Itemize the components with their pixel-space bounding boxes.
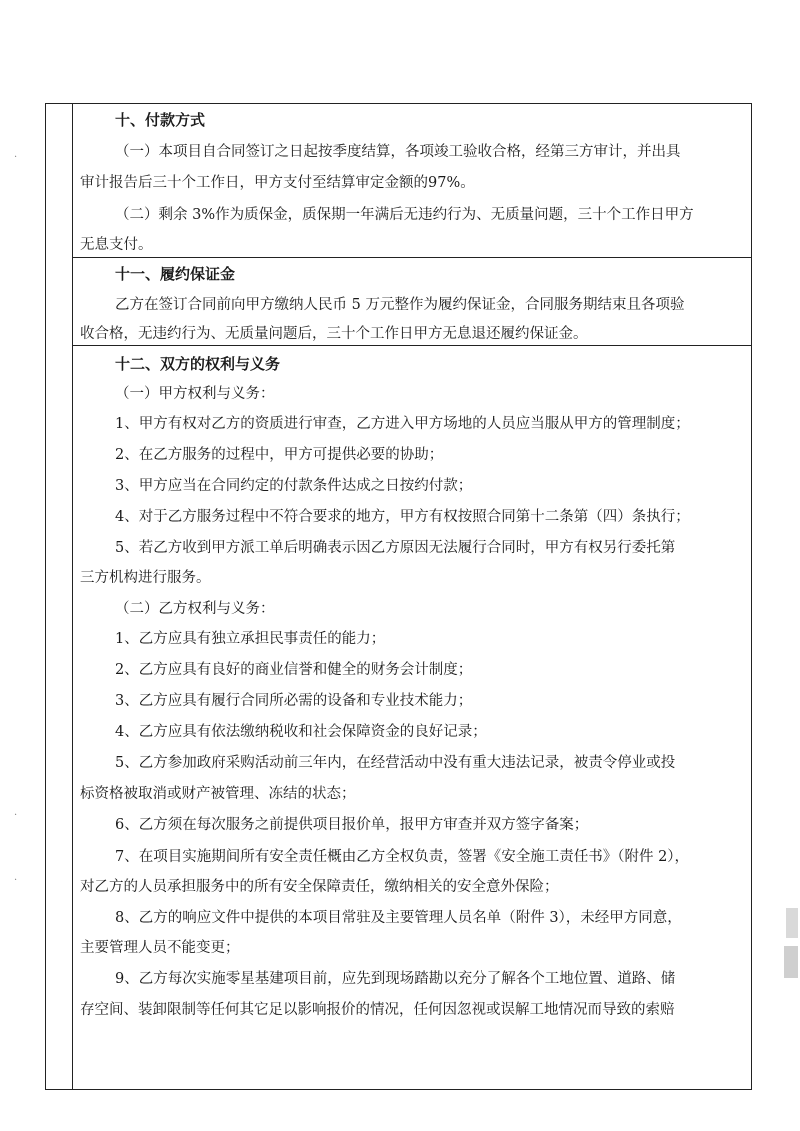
party-b-item-4: 4、乙方应具有依法缴纳税收和社会保障资金的良好记录； [115, 724, 487, 740]
party-a-item-5-line-2: 三方机构进行服务。 [80, 570, 211, 586]
party-a-item-5-line-1: 5、若乙方收到甲方派工单后明确表示因乙方原因无法履行合同时，甲方有权另行委托第 [115, 540, 676, 556]
party-b-item-3: 3、乙方应具有履行合同所必需的设备和专业技术能力； [115, 693, 473, 709]
scan-mark: · [14, 875, 18, 886]
party-a-item-3: 3、甲方应当在合同约定的付款条件达成之日按约付款； [115, 478, 473, 494]
party-b-item-5-line-1: 5、乙方参加政府采购活动前三年内，在经营活动中没有重大违法记录，被责令停业或投 [115, 755, 676, 771]
scan-mark: · [14, 810, 18, 821]
party-b-item-2: 2、乙方应具有良好的商业信誉和健全的财务会计制度； [115, 662, 473, 678]
party-b-item-7-line-2: 对乙方的人员承担服务中的所有安全保障责任，缴纳相关的安全意外保险； [80, 879, 559, 895]
party-b-title: （二）乙方权利与义务： [115, 601, 275, 617]
section-12-title: 十二、双方的权利与义务 [115, 355, 281, 373]
party-b-item-6: 6、乙方须在每次服务之前提供项目报价单，报甲方审查并双方签字备案； [115, 817, 589, 833]
party-a-item-2: 2、在乙方服务的过程中，甲方可提供必要的协助； [115, 447, 444, 463]
party-b-item-9-line-2: 存空间、装卸限制等任何其它足以影响报价的情况，任何因忽视或误解工地情况而导致的索赔 [80, 1002, 675, 1018]
edge-seal-fragment [780, 900, 798, 990]
party-b-item-8-line-1: 8、乙方的响应文件中提供的本项目常驻及主要管理人员名单（附件 3），未经甲方同意， [115, 910, 682, 926]
section-11-line-1: 乙方在签订合同前向甲方缴纳人民币 5 万元整作为履约保证金，合同服务期结束且各项验 [115, 297, 685, 313]
section-10-para-1-line-2: 审计报告后三十个工作日，甲方支付至结算审定金额的97%。 [80, 175, 475, 191]
party-b-item-8-line-2: 主要管理人员不能变更； [80, 940, 240, 956]
scan-mark: · [14, 152, 18, 163]
table-top-border [46, 103, 751, 104]
party-b-item-9-line-1: 9、乙方每次实施零星基建项目前，应先到现场踏勘以充分了解各个工地位置、道路、储 [115, 971, 676, 987]
party-b-item-5-line-2: 标资格被取消或财产被管理、冻结的状态； [80, 786, 356, 802]
section-11-line-2: 收合格，无违约行为、无质量问题后，三十个工作日甲方无息退还履约保证金。 [80, 326, 588, 342]
row-divider [72, 345, 751, 346]
table-column-divider [72, 103, 73, 1089]
party-b-item-1: 1、乙方应具有独立承担民事责任的能力； [115, 631, 386, 647]
section-11-title: 十一、履约保证金 [115, 265, 236, 283]
party-a-item-4: 4、对于乙方服务过程中不符合要求的地方，甲方有权按照合同第十二条第（四）条执行； [115, 509, 690, 525]
party-a-title: （一）甲方权利与义务： [115, 386, 275, 402]
section-10-para-1-line-1: （一）本项目自合同签订之日起按季度结算，各项竣工验收合格，经第三方审计，并出具 [115, 144, 681, 160]
section-10-para-2-line-1: （二）剩余 3%作为质保金，质保期一年满后无违约行为、无质量问题，三十个工作日甲方 [115, 207, 694, 223]
party-a-item-1: 1、甲方有权对乙方的资质进行审查，乙方进入甲方场地的人员应当服从甲方的管理制度； [115, 416, 690, 432]
section-10-para-2-line-2: 无息支付。 [80, 237, 153, 253]
row-divider [72, 257, 751, 258]
party-b-item-7-line-1: 7、在项目实施期间所有安全责任概由乙方全权负责，签署《安全施工责任书》（附件 2）， [115, 849, 690, 865]
section-10-title: 十、付款方式 [115, 111, 206, 129]
